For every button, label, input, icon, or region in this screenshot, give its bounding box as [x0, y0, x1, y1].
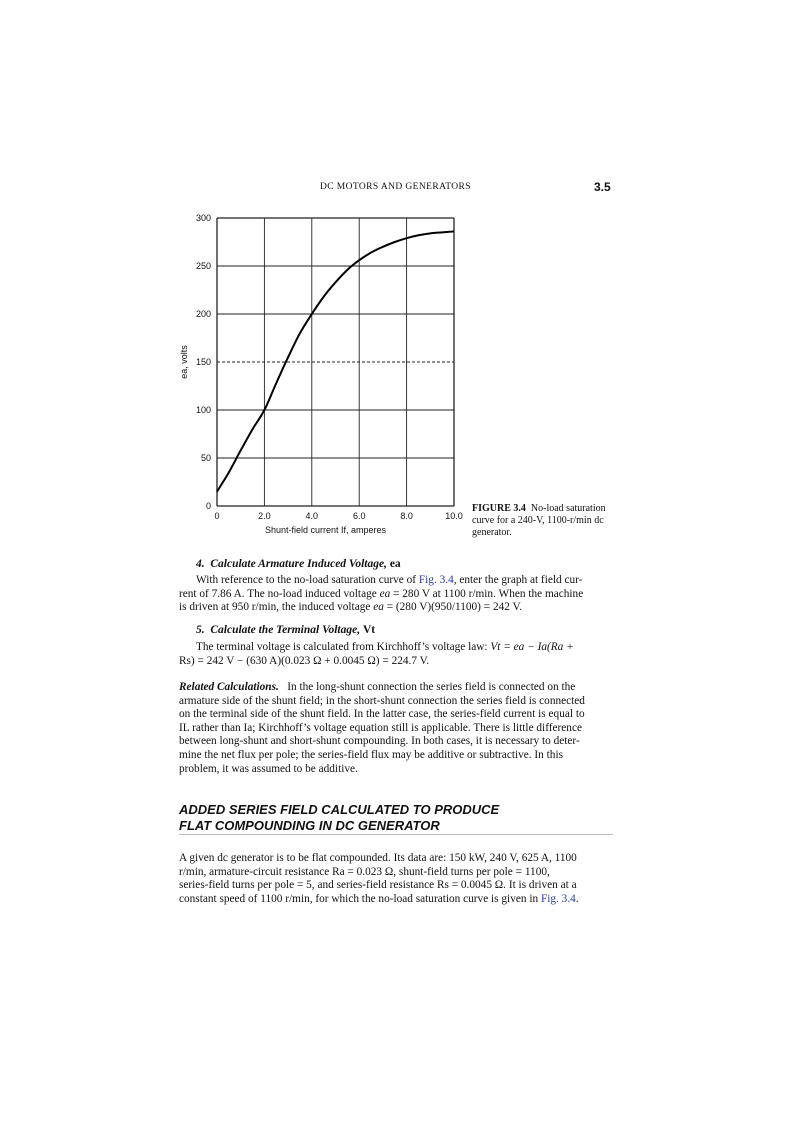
related-line: In the long-shunt connection the series field is connected on the [287, 681, 576, 693]
figure-label: FIGURE 3.4 [472, 503, 526, 514]
step4-heading [196, 558, 401, 570]
step5-paragraph [179, 641, 613, 668]
x-tick-label: 0 [214, 511, 220, 521]
step5-equation: Vt = ea − Ia(Ra + [490, 641, 574, 653]
y-tick-label: 0 [205, 501, 211, 511]
fig-3-4-link[interactable]: Fig. 3.4 [540, 892, 576, 905]
fig-3-4-link[interactable]: Fig. 3.4 [418, 574, 454, 586]
step4-ea-1: ea [379, 587, 391, 600]
x-tick-label: 6.0 [352, 511, 366, 521]
step4-text-2: , enter the graph at field cur- [453, 574, 583, 586]
section-divider [179, 834, 613, 835]
step4-text-4: = 280 V at 1100 r/min. When the machine [393, 587, 584, 600]
intro-line-4-end: . [575, 892, 579, 905]
x-tick-label: 10.0 [445, 511, 463, 521]
running-header [0, 182, 793, 196]
x-tick-label: 4.0 [305, 511, 319, 521]
x-axis-label: Shunt-field current If, amperes [264, 525, 387, 535]
step5-symbol: Vt [362, 624, 376, 636]
step5-heading [196, 624, 375, 636]
section-title-line-1: ADDED SERIES FIELD CALCULATED TO PRODUCE [179, 802, 500, 817]
saturation-curve-line [217, 231, 454, 491]
y-tick-label: 300 [195, 213, 211, 223]
related-line: between long-shunt and short-shunt compounding. In both cases, it is necessary to deter- [179, 735, 580, 748]
y-tick-label: 50 [200, 453, 211, 463]
intro-paragraph [179, 852, 613, 906]
step4-heading-text: Calculate Armature Induced Voltage, [210, 558, 387, 570]
page-number: 3.5 [594, 180, 611, 194]
chart-svg [160, 205, 470, 550]
step4-text-3: rent of 7.86 A. The no-load induced voltage [179, 587, 377, 600]
y-tick-label: 150 [195, 357, 211, 367]
step5-number: 5. [196, 624, 205, 636]
intro-line-1: A given dc generator is to be flat compounded. Its data are: 150 kW, 240 V, 625 A, 1100 [179, 852, 577, 864]
related-line: mine the net flux per pole; the series-field flux may be additive or subtractive. In this [179, 748, 563, 761]
y-axis-label: ea, volts [179, 345, 189, 379]
step4-symbol: ea [389, 558, 401, 570]
figure-caption [472, 503, 620, 539]
running-header-title: DC MOTORS AND GENERATORS [320, 182, 471, 192]
intro-line-2: r/min, armature-circuit resistance Ra = 0.023 Ω, shunt-field turns per pole = 1100, [179, 865, 550, 878]
step4-paragraph [179, 574, 613, 615]
step4-ea-2: ea [373, 601, 384, 614]
step4-text-6: = (280 V)(950/1100) = 242 V. [386, 601, 523, 614]
intro-line-3: series-field turns per pole = 5, and series-field resistance Rs = 0.0045 Ω. It is driven at a [179, 879, 577, 892]
section-title [179, 802, 613, 834]
y-tick-label: 250 [195, 261, 211, 271]
step4-text-1: With reference to the no-load saturation curve of [196, 574, 417, 586]
step5-text-2: Rs) = 242 V − (630 A)(0.023 Ω + 0.0045 Ω) = 224.7 V. [179, 654, 430, 667]
x-tick-label: 2.0 [258, 511, 271, 521]
section-title-line-2: FLAT COMPOUNDING IN DC GENERATOR [179, 818, 440, 833]
y-tick-label: 100 [195, 405, 211, 415]
step5-heading-text: Calculate the Terminal Voltage, [210, 624, 361, 636]
x-tick-label: 8.0 [400, 511, 413, 521]
related-label: Related Calculations. [179, 681, 279, 693]
related-line: IL rather than Ia; Kirchhoff’s voltage equation still is applicable. There is little difference [179, 721, 582, 734]
step4-text-5: is driven at 950 r/min, the induced voltage [179, 601, 371, 614]
step4-number: 4. [196, 558, 205, 570]
y-tick-label: 200 [195, 309, 211, 319]
saturation-curve-chart [160, 205, 470, 550]
step5-text-1: The terminal voltage is calculated from Kirchhoff’s voltage law: [196, 641, 488, 653]
related-line: armature side of the shunt field; in the short-shunt connection the series field is connected [179, 694, 585, 707]
related-line: problem, it was assumed to be additive. [179, 762, 358, 775]
figure-caption-text: No-load saturation curve for a 240-V, 1100-r/min dc generator. [472, 503, 606, 538]
intro-line-4: constant speed of 1100 r/min, for which the no-load saturation curve is given in [179, 892, 539, 905]
related-line: on the terminal side of the shunt field. In the latter case, the series-field current is equal to [179, 708, 585, 721]
related-calculations [179, 681, 613, 776]
